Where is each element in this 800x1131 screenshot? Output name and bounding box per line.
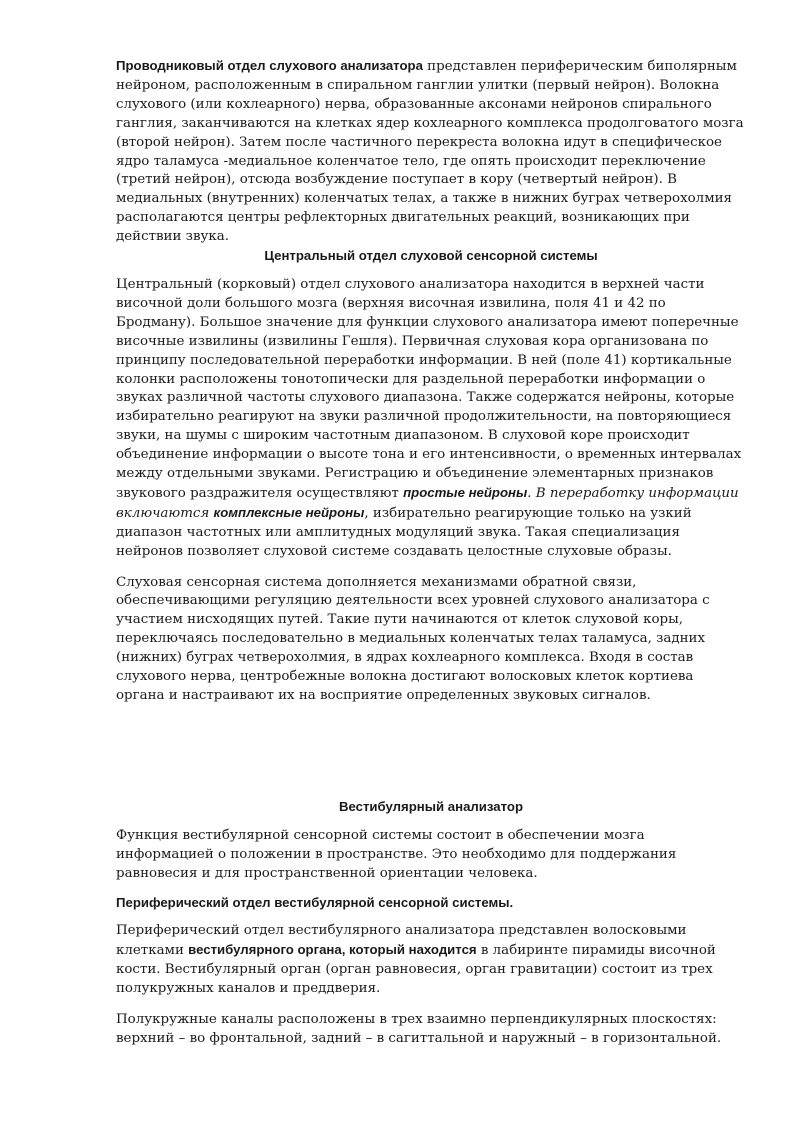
vestibular-paragraph-2 [116, 922, 746, 999]
vestibular-heading: Вестибулярный анализатор [338, 798, 524, 814]
vestibular-paragraph-3: Полукружные каналы расположены в трех взаимно перпендикулярных плоскостях: верхний – во фронтальной, задний – в сагиттальной и наружный – в горизонтальной. [116, 1012, 722, 1046]
central-text-c: . В переработку информации включаются [116, 485, 739, 521]
central-section-heading: Центральный отдел слуховой сенсорной системы [264, 248, 598, 264]
conduction-section-lead: Проводниковый отдел слухового анализатора [116, 58, 423, 73]
central-text-e: , избирательно реагирующие только на узкий диапазон частотных или амплитудных модуляций звука. Такая специализация нейронов позволяет слуховой системе создавать целостные слуховые образы. [116, 505, 692, 559]
central-section-paragraph-2: Слуховая сенсорная система дополняется механизмами обратной связи, обеспечивающими регуляцию деятельности всех уровней слухового анализатора с участием нисходящих путей. Такие пути начинаются от клеток слуховой коры, переключаясь последовательно в медиальных коленчатых телах таламуса, задних (нижних) буграх четверохолмия, в ядрах кохлеарного комплекса. Входя в состав слухового нерва, центробежные волокна достигают волосковых клеток кортиева органа и настраивают их на восприятие определенных звуковых сигналов. [116, 574, 710, 703]
central-text-a: Центральный (корковый) отдел слухового анализатора находится в верхней части височной доли большого мозга (верхняя височная извилина, поля 41 и 42 по Бродману). Большое значение для функции слухового анализатора имеют поперечные височные извилины (извилины Гешля). Первичная слуховая кора организована по принципу последовательной переработки информации. В ней (поле 41) кортикальные колонки расположены тонотопически для раздельной переработки информации о звуках различной частоты слухового диапазона. Также содержатся нейроны, которые избирательно реагируют на звуки различной продолжительности, на повторяющиеся звуки, на шумы с широким частотным диапазоном. В слуховой коре происходит объединение информации о высоте тона и его интенсивности, о временных интервалах между отдельными звуками. Регистрацию и объединение элементарных признаков звукового раздражителя осуществляют [116, 276, 742, 501]
vestibular-text-c: в лабиринте пирамиды височной кости. Вестибулярный орган (орган равновесия, орган гравитации) состоит из трех полукружных каналов и преддверия. [116, 943, 716, 997]
vestibular-paragraph-1: Функция вестибулярной сенсорной системы состоит в обеспечении мозга информацией о положении в пространстве. Это необходимо для поддержания равновесия и для пространственной ориентации человека. [116, 827, 677, 881]
vestibular-organ-term: вестибулярного органа, который находится [188, 942, 477, 958]
complex-neurons-term: комплексные нейроны [213, 504, 365, 520]
vestibular-peripheral-subheading: Периферический отдел вестибулярной сенсорной системы. [116, 894, 514, 910]
conduction-section-body: представлен периферическим биполярным нейроном, расположенным в спиральном ганглии улитки (первый нейрон). Волокна слухового (или кохлеарного) нерва, образованные аксонами нейронов спирального ганглия, заканчиваются на клетках ядер кохлеарного комплекса продолговатого мозга (второй нейрон). Затем после частичного перекреста волокна идут в специфическое ядро таламуса -медиальное коленчатое тело, где опять происходит переключение (третий нейрон), отсюда возбуждение поступает в кору (четвертый нейрон). В медиальных (внутренних) коленчатых телах, а также в нижних буграх четверохолмия располагаются центры рефлекторных двигательных реакций, возникающих при действии звука. [116, 59, 744, 245]
simple-neurons-term: простые нейроны [403, 484, 528, 500]
vestibular-text-a: Периферический отдел вестибулярного анализатора представлен волосковыми клетками [116, 923, 687, 959]
conduction-section-paragraph [116, 57, 746, 247]
document-page [116, 57, 746, 1049]
central-section-paragraph-1 [116, 276, 746, 562]
